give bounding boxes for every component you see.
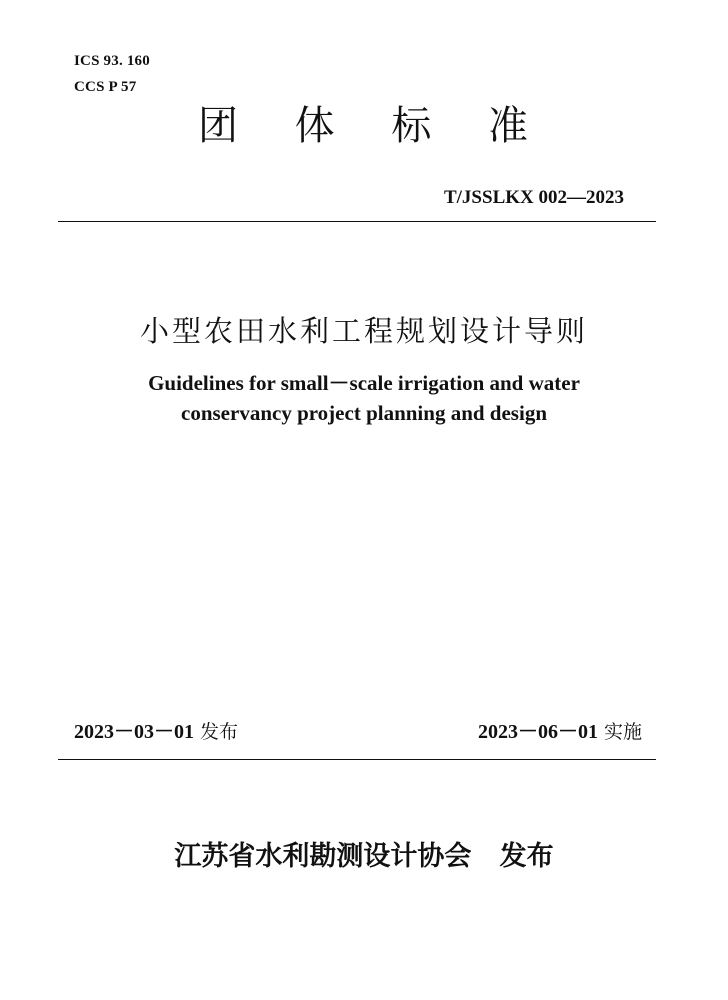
title-english-line-2: conservancy project planning and design [181, 401, 547, 425]
issue-label: 发布 [200, 721, 239, 743]
ccs-code: CCS P 57 [74, 79, 137, 95]
document-type-char: 标 [391, 103, 432, 149]
title-chinese: 小型农田水利工程规划设计导则 [139, 314, 588, 348]
document-type-char: 体 [294, 103, 335, 149]
ics-code: ICS 93. 160 [74, 53, 150, 69]
standard-number: T/JSSLKX 002—2023 [443, 187, 624, 208]
implement-label: 实施 [603, 721, 642, 743]
issue-date: 2023－03－01 [74, 721, 194, 743]
issue-date-block [74, 718, 238, 746]
document-type-char: 准 [487, 103, 528, 149]
top-divider [58, 221, 656, 222]
document-type-heading [198, 100, 528, 152]
document-type-char: 团 [198, 103, 238, 149]
bottom-divider [58, 759, 656, 760]
title-english-line-1: Guidelines for small－scale irrigation and water [148, 371, 580, 395]
implement-date: 2023－06－01 [477, 721, 598, 743]
implement-date-block [478, 718, 642, 746]
publisher: 江苏省水利勘测设计协会 发布 [174, 841, 554, 872]
